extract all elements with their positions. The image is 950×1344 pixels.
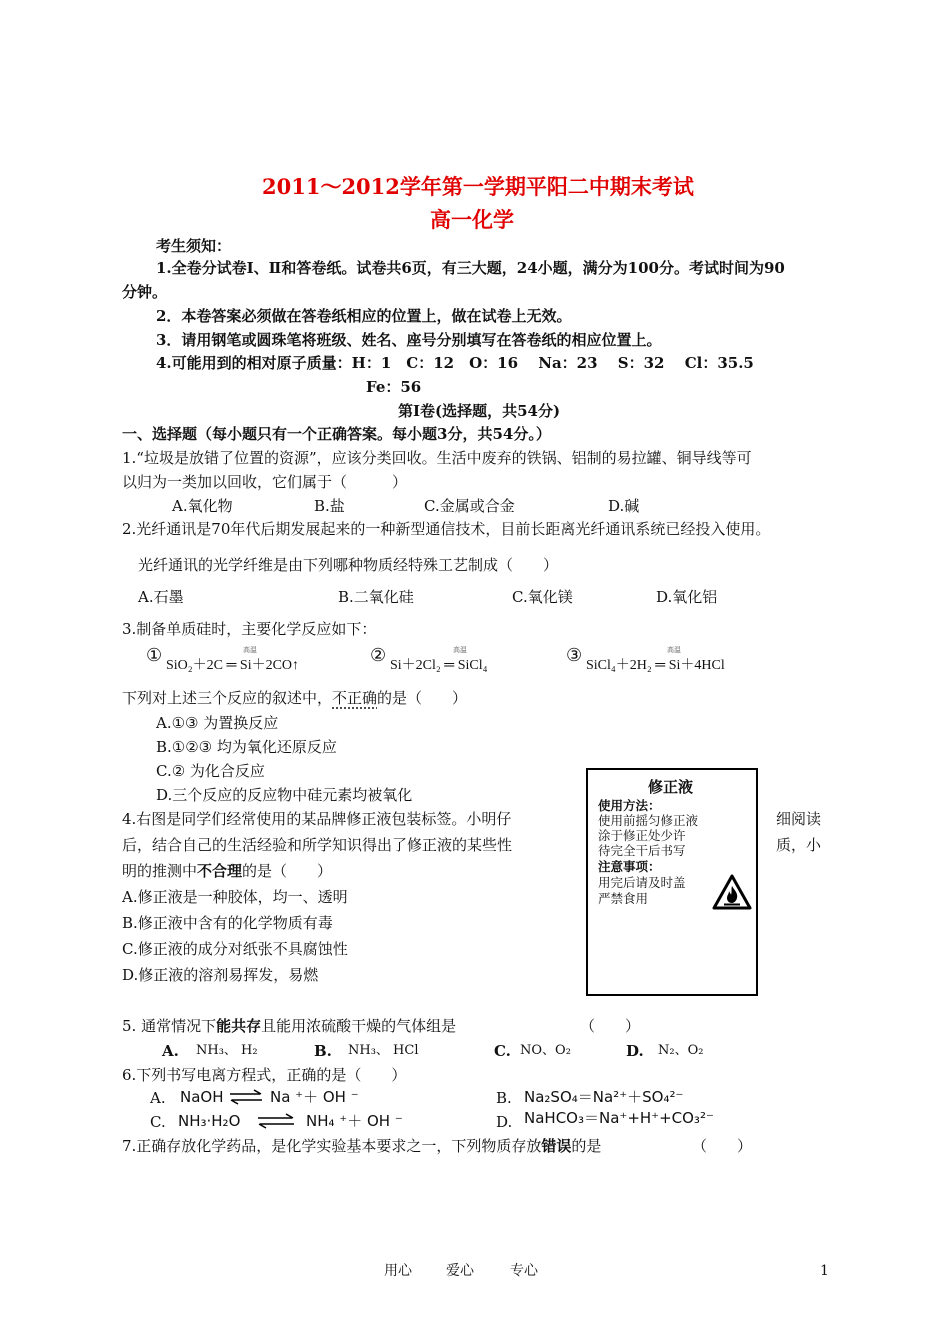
q4-question-text-c: 的是（ ）	[242, 862, 333, 880]
q3-question-text-a: 下列对上述三个反应的叙述中，	[122, 689, 333, 707]
q2-option-c: C.氧化镁	[512, 588, 573, 606]
q6-option-a-right: Na ⁺＋ OH ⁻	[270, 1088, 359, 1106]
footer-text-1: 用心	[384, 1263, 412, 1279]
q3-option-b: B.①②③ 均为氧化还原反应	[156, 738, 337, 756]
q2-option-b: B.二氧化硅	[338, 588, 414, 606]
flammable-warning-icon	[712, 874, 752, 910]
q1-stem-cont: 以归为一类加以回收，它们属于（ ）	[122, 473, 408, 491]
notice-item-4-cont: Fe：56	[366, 378, 422, 396]
q5-answer-paren: （ ）	[580, 1017, 641, 1035]
q6-option-c-label: C.	[150, 1113, 166, 1131]
q3-stem: 3.制备单质硅时，主要化学反应如下：	[122, 620, 377, 638]
q3-question	[122, 688, 467, 708]
q4-stem: 4.右图是同学们经常使用的某品牌修正液包装标签。小明仔	[122, 810, 512, 828]
q1-stem: 1.“垃圾是放错了位置的资源”，应该分类回收。生活中废弃的铁锅、铝制的易拉罐、铜导线等可	[122, 449, 752, 467]
q4-option-c: C.修正液的成分对纸张不具腐蚀性	[122, 940, 348, 958]
q3-eq3-number: ③	[566, 645, 583, 666]
q5-option-d: N₂、O₂	[658, 1043, 704, 1058]
notice-heading: 考生须知：	[156, 237, 232, 255]
q3-question-text-c: 的是（ ）	[377, 689, 468, 707]
label-title: 修正液	[648, 778, 694, 796]
notice-item-2: 2．本卷答案必须做在答卷纸相应的位置上，做在试卷上无效。	[156, 307, 572, 325]
q4-option-b: B.修正液中含有的化学物质有毒	[122, 914, 333, 932]
q3-eq3-condition: 高温	[667, 646, 681, 654]
section1-title: 一、选择题（每小题只有一个正确答案。每小题3分，共54分。）	[122, 425, 551, 443]
q3-eq1: SiO₂＋2C ═ Si＋2CO↑	[166, 658, 300, 673]
q5-stem-text-a: 5. 通常情况下	[122, 1017, 217, 1035]
q5-stem-text-c: 且能用浓硫酸干燥的气体组是	[261, 1017, 457, 1035]
q6-option-a-label: A.	[150, 1089, 166, 1107]
q4-question	[122, 861, 332, 881]
q4-option-a: A.修正液是一种胶体，均一、透明	[122, 888, 348, 906]
q4-question-text-a: 明的推测中	[122, 862, 198, 880]
notice-item-4: 4.可能用到的相对原子质量：H：1 C：12 O：16 Na：23 S：32 Cl：35.5	[156, 354, 754, 372]
q7-answer-paren: （ ）	[692, 1137, 753, 1155]
q3-eq2: Si＋2Cl₂ ═ SiCl₄	[390, 658, 488, 673]
label-note-heading: 注意事项：	[598, 859, 661, 874]
label-usage-3: 待完全干后书写	[598, 843, 686, 858]
q3-eq3: SiCl₄＋2H₂ ═ Si＋4HCl	[586, 658, 725, 673]
notice-item-1-cont: 分钟。	[122, 283, 168, 301]
q2-stem-cont: 光纤通讯的光学纤维是由下列哪种物质经特殊工艺制成（ ）	[138, 556, 559, 574]
q5-option-c: NO、O₂	[520, 1043, 571, 1058]
q7-stem-text-a: 7.正确存放化学药品，是化学实验基本要求之一，下列物质存放	[122, 1137, 542, 1155]
subject-title: 高一化学	[430, 207, 514, 232]
q7-stem-emphasis: 错误	[541, 1137, 572, 1155]
q3-eq1-number: ①	[146, 645, 163, 666]
q3-eq2-condition: 高温	[453, 646, 467, 654]
page-number: 1	[820, 1263, 829, 1279]
q6-option-c-left: NH₃·H₂O	[178, 1112, 241, 1130]
reversible-arrow-icon	[228, 1089, 264, 1105]
q3-option-a: A.①③ 为置换反应	[156, 714, 279, 732]
label-usage-1: 使用前摇匀修正液	[598, 813, 699, 828]
q6-option-b-label: B.	[496, 1089, 512, 1107]
q4-stem-cont-right: 质，小	[776, 836, 822, 854]
q5-option-a: NH₃、 H₂	[196, 1043, 258, 1058]
correction-fluid-label	[586, 768, 758, 996]
exam-title: 2011～2012学年第一学期平阳二中期末考试	[262, 174, 694, 199]
notice-item-3: 3．请用钢笔或圆珠笔将班级、姓名、座号分别填写在答卷纸的相应位置上。	[156, 331, 662, 349]
label-note-1: 用完后请及时盖	[598, 875, 686, 890]
q5-option-b-label: B.	[314, 1042, 332, 1060]
q5-stem	[122, 1016, 456, 1036]
notice-item-1: 1.全卷分试卷Ⅰ、Ⅱ和答卷纸。试卷共6页，有三大题，24小题，满分为100分。考试时间为90	[156, 259, 785, 277]
q2-option-a: A.石墨	[138, 588, 184, 606]
q6-option-c-right: NH₄ ⁺＋ OH ⁻	[306, 1112, 403, 1130]
reversible-arrow-icon	[256, 1113, 296, 1129]
q5-option-b: NH₃、 HCl	[348, 1043, 419, 1058]
q1-option-d: D.碱	[608, 497, 640, 515]
q3-option-d: D.三个反应的反应物中硅元素均被氧化	[156, 786, 413, 804]
q2-option-d: D.氧化铝	[656, 588, 718, 606]
q6-option-d-label: D.	[496, 1113, 513, 1131]
q5-option-c-label: C.	[494, 1042, 511, 1060]
q4-question-emphasis: 不合理	[197, 862, 243, 880]
part1-title: 第Ⅰ卷(选择题，共54分)	[398, 402, 561, 420]
q4-option-d: D.修正液的溶剂易挥发，易燃	[122, 966, 319, 984]
label-usage-2: 涂于修正处少许	[598, 828, 686, 843]
footer-text-3: 专心	[510, 1263, 538, 1279]
q5-option-a-label: A.	[162, 1042, 179, 1060]
footer-text-2: 爱心	[446, 1263, 474, 1279]
q3-eq1-condition: 高温	[243, 646, 257, 654]
q5-option-d-label: D.	[626, 1042, 644, 1060]
q1-option-c: C.金属或合金	[424, 497, 515, 515]
q6-option-a-left: NaOH	[180, 1088, 224, 1106]
q6-stem: 6.下列书写电离方程式，正确的是（ ）	[122, 1066, 407, 1084]
q6-option-d: NaHCO₃＝Na⁺+H⁺+CO₃²⁻	[524, 1109, 714, 1127]
q4-stem-cont: 后，结合自己的生活经验和所学知识得出了修正液的某些性	[122, 836, 513, 854]
label-usage-heading: 使用方法：	[598, 798, 661, 813]
q2-stem: 2.光纤通讯是70年代后期发展起来的一种新型通信技术，目前长距离光纤通讯系统已经投入使用。	[122, 520, 771, 538]
q7-stem	[122, 1136, 601, 1156]
q3-eq2-number: ②	[370, 645, 387, 666]
label-note-2: 严禁食用	[598, 891, 649, 906]
q3-option-c: C.② 为化合反应	[156, 762, 265, 780]
q7-stem-text-c: 的是	[571, 1137, 602, 1155]
q6-option-b: Na₂SO₄＝Na²⁺＋SO₄²⁻	[524, 1088, 684, 1106]
q3-question-emphasis: 不正确	[332, 689, 378, 707]
q5-stem-emphasis: 能共存	[216, 1017, 262, 1035]
q4-stem-right: 细阅读	[776, 810, 822, 828]
q1-option-a: A.氧化物	[172, 497, 233, 515]
q1-option-b: B.盐	[314, 497, 345, 515]
